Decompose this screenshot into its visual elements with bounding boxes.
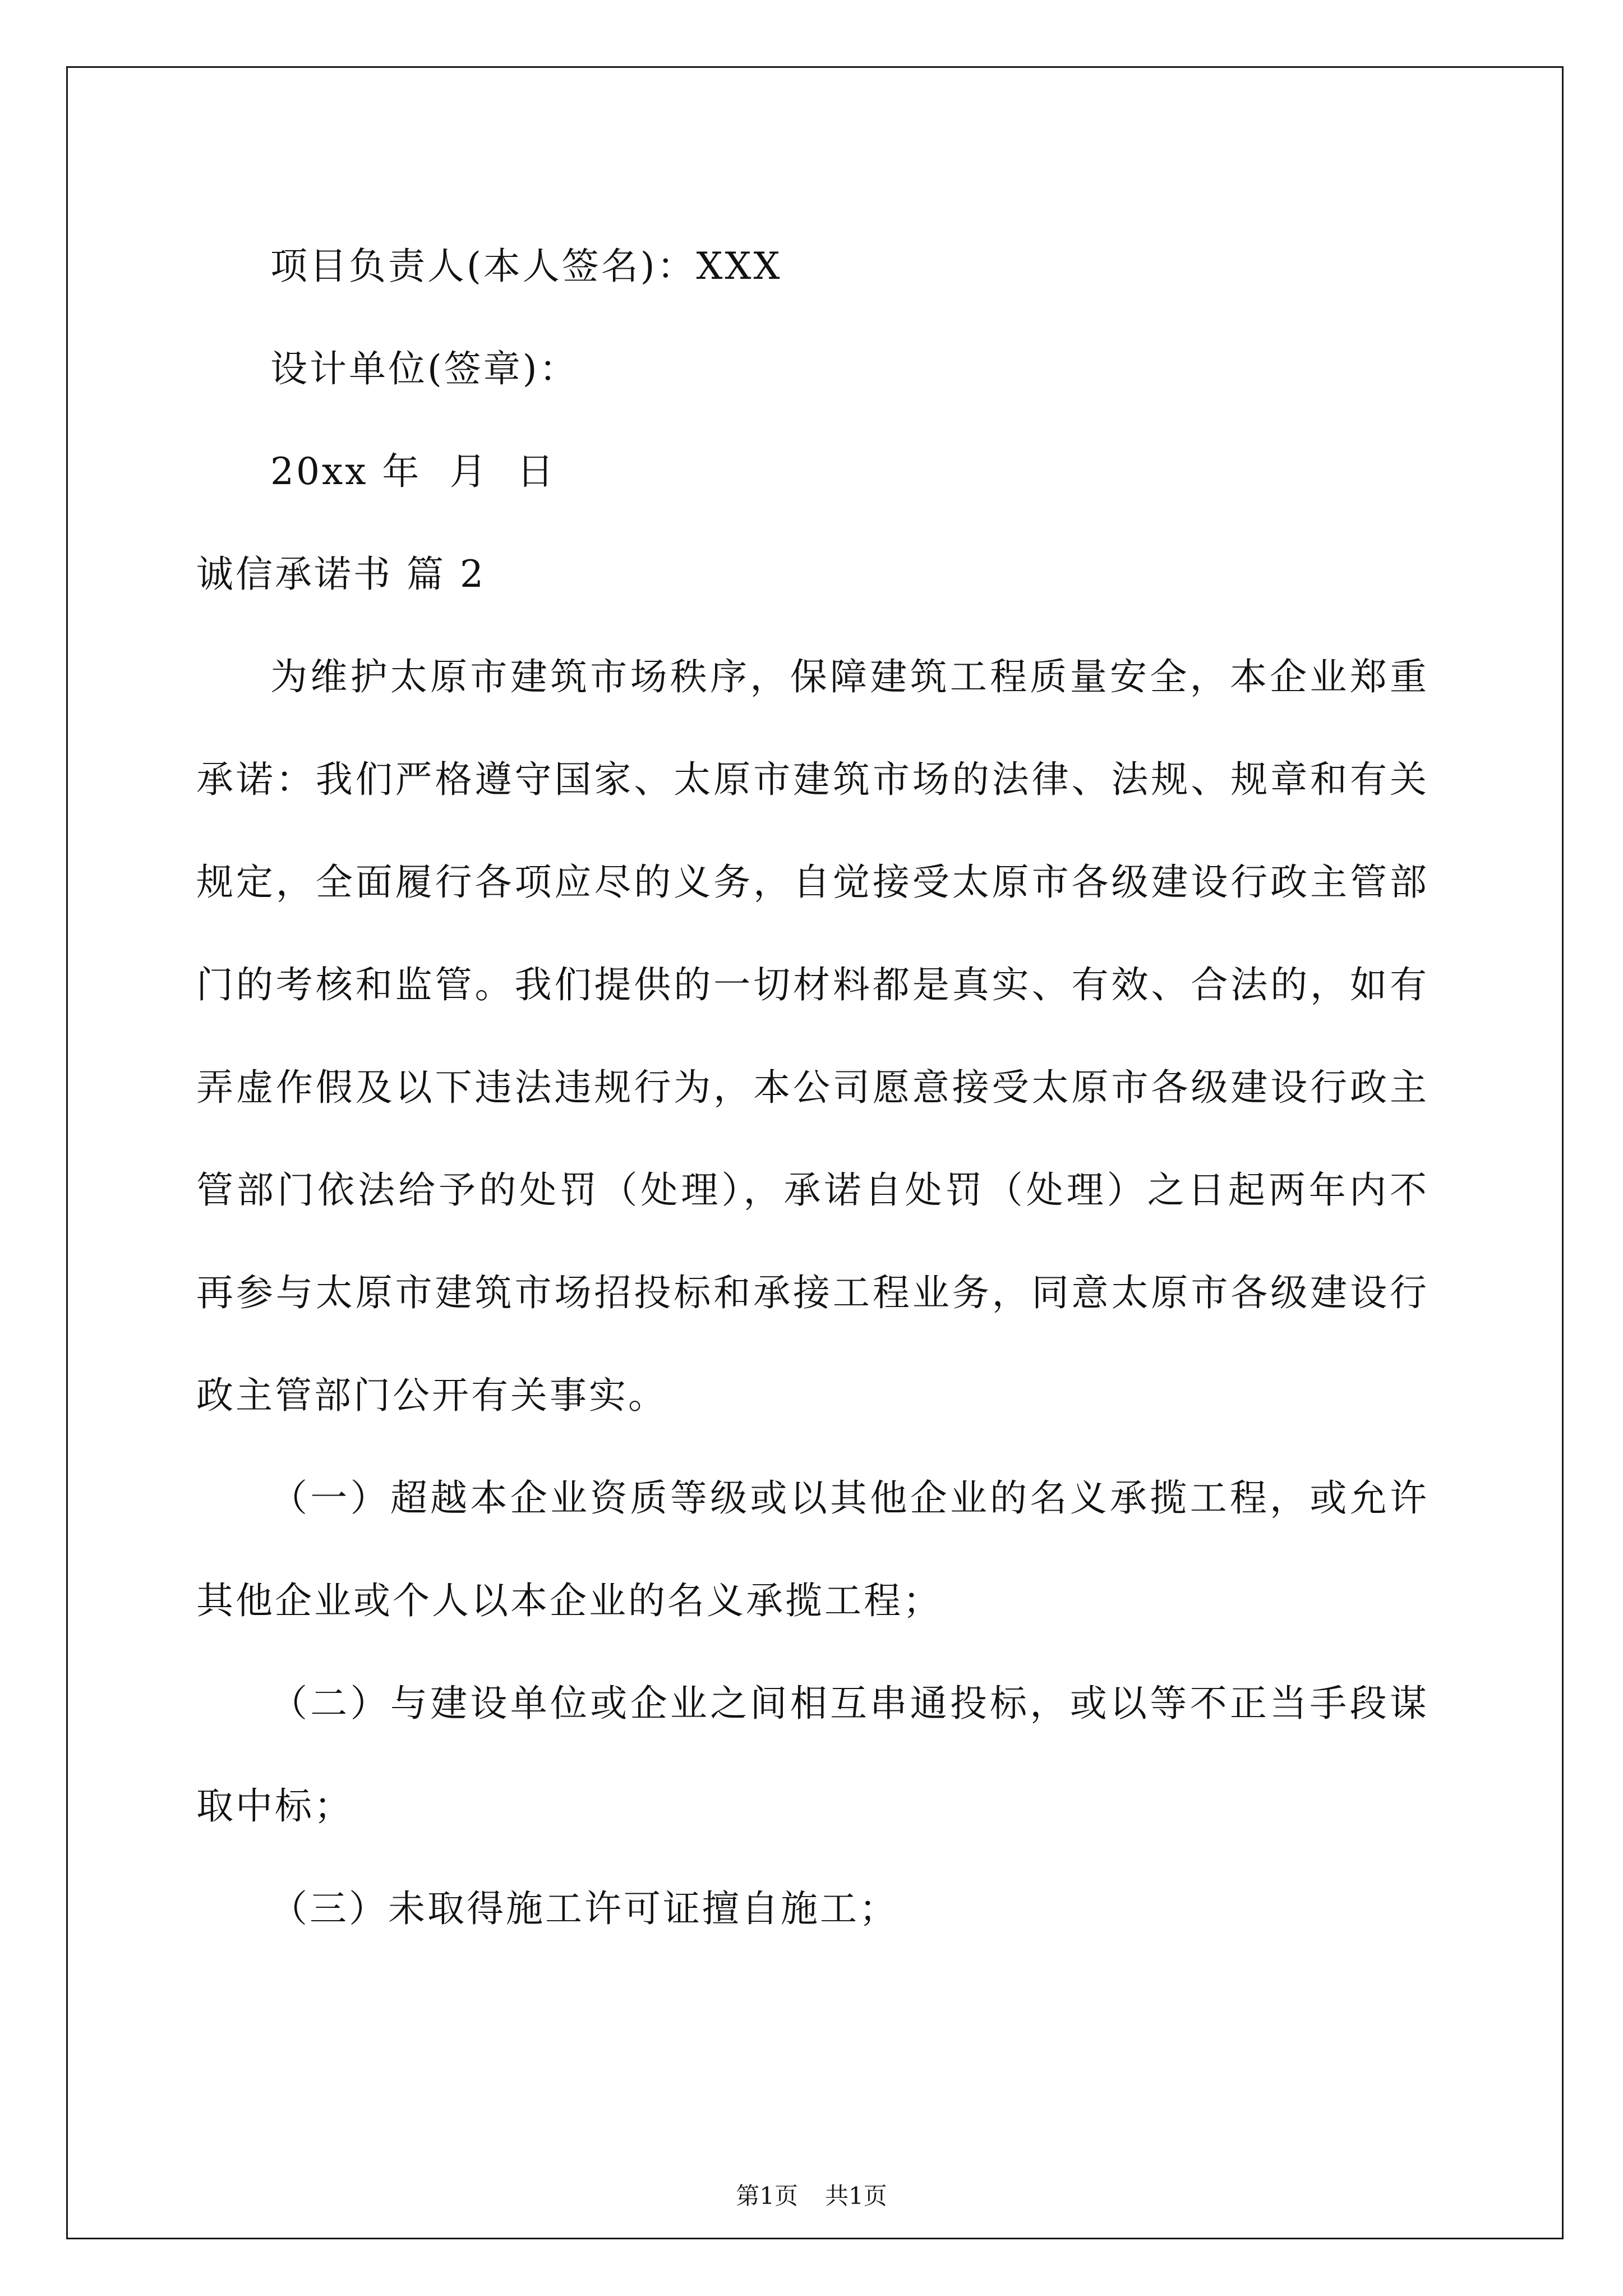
paragraph-item-3: （三）未取得施工许可证擅自施工； <box>270 1887 898 1930</box>
document-body <box>196 215 1429 1960</box>
page-footer <box>0 2179 1623 2213</box>
paragraph-item-2: （二）与建设单位或企业之间相互串通投标，或以等不正当手段谋取中标； <box>196 1682 1429 1828</box>
design-unit-line: 设计单位(签章)： <box>270 347 579 390</box>
page-current: 第1页 <box>736 2182 798 2210</box>
section-heading: 诚信承诺书 篇 2 <box>196 553 486 596</box>
paragraph-commitment: 为维护太原市建筑市场秩序，保障建筑工程质量安全，本企业郑重承诺：我们严格遵守国家、太原市建筑市场的法律、法规、规章和有关规定，全面履行各项应尽的义务，自觉接受太原市各级建设行政主管部门的考核和监管。我们提供的一切材料都是真实、有效、合法的，如有弄虚作假及以下违法违规行为，本公司愿意接受太原市各级建设行政主管部门依法给予的处罚（处理），承诺自处罚（处理）之日起两年内不再参与太原市建筑市场招投标和承接工程业务，同意太原市各级建设行政主管部门公开有关事实。 <box>196 655 1429 1417</box>
date-line: 20xx 年 月 日 <box>270 450 556 493</box>
page-total: 共1页 <box>825 2182 887 2210</box>
signature-line: 项目负责人(本人签名)：XXX <box>270 245 782 288</box>
paragraph-item-1: （一）超越本企业资质等级或以其他企业的名义承揽工程，或允许其他企业或个人以本企业的名义承揽工程； <box>196 1476 1429 1622</box>
